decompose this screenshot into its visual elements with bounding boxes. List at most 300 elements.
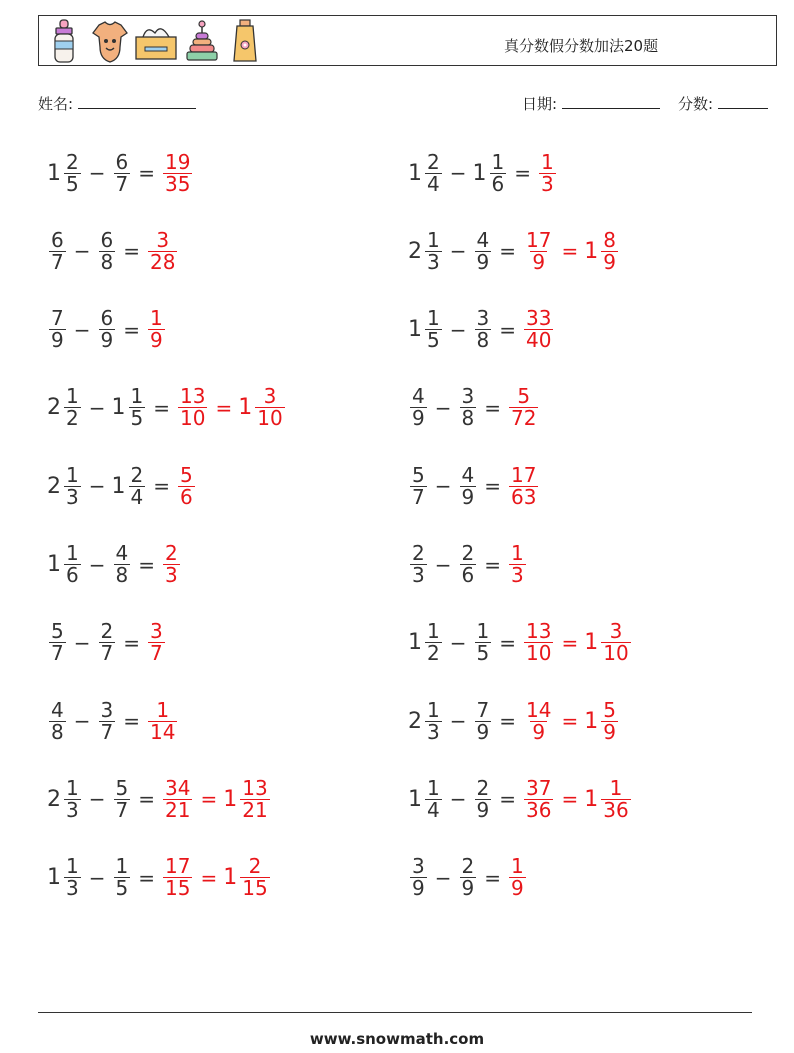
operand-a-fraction bbox=[49, 308, 66, 351]
problem-item bbox=[47, 143, 194, 203]
equals-sign: = bbox=[499, 630, 516, 655]
answer-fraction-denominator: 9 bbox=[532, 249, 546, 274]
answer-mixed-fraction bbox=[601, 697, 618, 744]
answer bbox=[522, 227, 620, 274]
answer bbox=[146, 227, 179, 274]
operand-b-fraction-denominator: 9 bbox=[100, 328, 114, 353]
answer-fraction bbox=[163, 856, 192, 899]
operand-b-fraction-numerator: 1 bbox=[130, 384, 144, 409]
answer-fraction bbox=[509, 856, 526, 899]
answer-fraction bbox=[509, 462, 538, 509]
answer-fraction-numerator: 1 bbox=[511, 541, 524, 565]
answer-fraction bbox=[524, 308, 553, 351]
equals-sign: = bbox=[138, 161, 155, 185]
answer bbox=[176, 386, 287, 429]
operand-a-fraction-denominator: 3 bbox=[427, 719, 440, 744]
operand-a-fraction-numerator: 1 bbox=[66, 462, 79, 487]
operand-b-fraction bbox=[475, 308, 492, 351]
operand-a-fraction-numerator: 1 bbox=[427, 619, 440, 644]
operand-a bbox=[408, 462, 429, 509]
answer-fraction-denominator: 9 bbox=[532, 719, 546, 744]
name-label: 姓名: bbox=[38, 95, 74, 113]
operand-b-fraction-denominator: 8 bbox=[115, 563, 129, 587]
operand-a-fraction-numerator: 1 bbox=[66, 541, 79, 565]
answer-mixed-whole: 1 bbox=[238, 395, 253, 421]
answer-fraction bbox=[524, 621, 553, 664]
operand-b bbox=[473, 621, 494, 664]
answer bbox=[507, 856, 528, 899]
operand-b-fraction bbox=[99, 621, 116, 664]
operand-a-fraction-denominator: 6 bbox=[66, 563, 79, 587]
answer bbox=[161, 775, 272, 822]
operand-b bbox=[97, 621, 118, 664]
answer bbox=[176, 462, 197, 509]
operand-b-fraction-numerator: 7 bbox=[476, 697, 490, 722]
operand-b-whole: 1 bbox=[111, 395, 126, 421]
equals-sign: = bbox=[484, 474, 501, 499]
problem-item bbox=[408, 300, 555, 360]
operand-b-fraction-denominator: 7 bbox=[115, 797, 129, 822]
equals-sign: = bbox=[138, 552, 155, 577]
operand-b-fraction-denominator: 8 bbox=[100, 249, 114, 274]
answer-mixed bbox=[238, 386, 286, 429]
operand-b-fraction bbox=[475, 697, 492, 744]
answer-mixed-fraction-numerator: 8 bbox=[603, 227, 616, 252]
operand-a-fraction-denominator: 3 bbox=[66, 876, 79, 901]
operand-a-whole: 1 bbox=[47, 160, 61, 186]
answer-mixed-fraction-numerator: 2 bbox=[248, 854, 262, 879]
answer-fraction-numerator: 5 bbox=[180, 462, 193, 487]
operand-b-fraction-denominator: 6 bbox=[491, 171, 505, 196]
operand-a-fraction bbox=[425, 775, 442, 822]
answer-fraction-numerator: 17 bbox=[511, 462, 537, 487]
operand-a-fraction bbox=[425, 308, 442, 351]
operand-a-fraction-numerator: 2 bbox=[66, 149, 79, 174]
operand-b-fraction-denominator: 9 bbox=[461, 876, 475, 901]
answer-mixed-fraction bbox=[601, 621, 630, 664]
problem-item bbox=[47, 769, 272, 829]
operand-b-fraction bbox=[460, 856, 477, 899]
answer-fraction-numerator: 17 bbox=[165, 854, 191, 879]
worksheet-header bbox=[38, 15, 777, 66]
operand-b-fraction-numerator: 3 bbox=[461, 384, 475, 409]
operand-a-fraction-numerator: 2 bbox=[412, 541, 425, 565]
operand-b-fraction-denominator: 7 bbox=[100, 641, 114, 666]
operand-b bbox=[97, 697, 118, 744]
operand-b-fraction-denominator: 8 bbox=[476, 328, 490, 353]
operand-a bbox=[47, 308, 68, 351]
operand-b-fraction-numerator: 6 bbox=[115, 149, 129, 174]
equals-sign: = bbox=[514, 161, 531, 185]
answer-fraction bbox=[148, 227, 177, 274]
answer-fraction-numerator: 37 bbox=[526, 775, 552, 800]
answer-mixed bbox=[584, 227, 620, 274]
problem-item bbox=[47, 300, 167, 360]
operand-a-fraction-numerator: 5 bbox=[412, 462, 425, 487]
operand-a-fraction bbox=[49, 697, 66, 744]
operand-b bbox=[112, 149, 133, 196]
answer-fraction-denominator: 40 bbox=[526, 328, 552, 353]
minus-sign: − bbox=[88, 474, 106, 499]
answer-fraction-denominator: 10 bbox=[526, 641, 552, 666]
answer-fraction-denominator: 72 bbox=[511, 406, 537, 431]
problem-item bbox=[408, 613, 633, 673]
problem-item bbox=[47, 848, 272, 908]
answer-mixed-whole: 1 bbox=[584, 630, 599, 656]
minus-sign: − bbox=[73, 317, 91, 342]
equals-sign: = bbox=[499, 317, 516, 342]
answer-mixed bbox=[584, 621, 632, 664]
equals-sign: = bbox=[123, 630, 140, 655]
answer bbox=[507, 386, 540, 429]
minus-sign: − bbox=[434, 552, 452, 577]
minus-sign: − bbox=[449, 630, 467, 655]
operand-a bbox=[47, 856, 83, 899]
operand-b bbox=[112, 856, 133, 899]
operand-b-fraction-denominator: 9 bbox=[476, 797, 490, 822]
answer-equals-sign: = bbox=[215, 395, 233, 420]
date-field bbox=[522, 93, 660, 114]
operand-a-fraction-numerator: 4 bbox=[412, 384, 425, 409]
operand-a-fraction bbox=[64, 856, 81, 899]
equals-sign: = bbox=[153, 395, 170, 420]
operand-a-fraction-denominator: 5 bbox=[66, 171, 79, 196]
answer-mixed-fraction-denominator: 10 bbox=[257, 406, 283, 431]
answer bbox=[507, 462, 540, 509]
operand-b bbox=[112, 775, 133, 822]
operand-a-fraction-numerator: 1 bbox=[66, 854, 79, 879]
operand-a-fraction-denominator: 9 bbox=[412, 876, 425, 901]
operand-b-fraction bbox=[99, 227, 116, 274]
answer bbox=[161, 149, 194, 196]
answer bbox=[507, 543, 528, 586]
answer-fraction bbox=[524, 775, 553, 822]
operand-b-fraction-numerator: 3 bbox=[100, 697, 114, 722]
operand-b-fraction bbox=[475, 227, 492, 274]
operand-b-fraction-denominator: 7 bbox=[115, 171, 129, 196]
operand-b bbox=[97, 227, 118, 274]
footer-divider bbox=[38, 1012, 752, 1013]
operand-a-whole: 2 bbox=[408, 238, 422, 264]
operand-a bbox=[47, 227, 68, 274]
operand-b bbox=[112, 543, 133, 586]
operand-b-fraction-denominator: 9 bbox=[476, 719, 490, 744]
operand-a-fraction bbox=[425, 621, 442, 664]
operand-a-fraction-denominator: 2 bbox=[427, 641, 440, 666]
answer-fraction-numerator: 2 bbox=[165, 541, 178, 565]
operand-a-fraction-numerator: 1 bbox=[427, 306, 440, 331]
answer-fraction-numerator: 1 bbox=[156, 697, 170, 722]
problem-item bbox=[408, 456, 540, 516]
operand-a-whole: 1 bbox=[47, 552, 61, 577]
answer bbox=[146, 308, 167, 351]
operand-a-fraction bbox=[49, 227, 66, 274]
answer-mixed-whole: 1 bbox=[584, 238, 599, 264]
answer-mixed-fraction bbox=[255, 386, 284, 429]
answer-fraction bbox=[148, 621, 165, 664]
answer-mixed-fraction-numerator: 5 bbox=[603, 697, 616, 722]
answer-mixed-whole: 1 bbox=[584, 708, 599, 734]
equals-sign: = bbox=[484, 395, 501, 420]
problem-item bbox=[408, 769, 633, 829]
problem-item bbox=[408, 143, 558, 203]
operand-a-whole: 2 bbox=[408, 708, 422, 734]
answer-equals-sign: = bbox=[561, 239, 579, 264]
answer-mixed-whole: 1 bbox=[223, 786, 238, 812]
operand-a bbox=[408, 856, 429, 899]
answer-fraction-numerator: 34 bbox=[165, 775, 191, 800]
answer bbox=[537, 149, 558, 196]
answer-mixed-fraction-denominator: 9 bbox=[603, 249, 616, 274]
answer bbox=[522, 621, 633, 664]
minus-sign: − bbox=[73, 709, 91, 734]
operand-a-fraction-numerator: 1 bbox=[66, 384, 79, 409]
operand-a-fraction bbox=[425, 227, 442, 274]
operand-b-fraction-numerator: 2 bbox=[100, 619, 114, 644]
equals-sign: = bbox=[123, 709, 140, 734]
equals-sign: = bbox=[499, 787, 516, 812]
problem-item bbox=[47, 378, 287, 438]
date-label: 日期: bbox=[522, 95, 558, 113]
operand-b-fraction-numerator: 6 bbox=[100, 227, 114, 252]
equals-sign: = bbox=[123, 239, 140, 264]
answer-fraction bbox=[509, 543, 526, 586]
operand-a-fraction-numerator: 5 bbox=[51, 619, 64, 644]
minus-sign: − bbox=[73, 239, 91, 264]
operand-a-whole: 2 bbox=[47, 395, 61, 421]
equals-sign: = bbox=[499, 709, 516, 734]
operand-b bbox=[111, 462, 148, 509]
answer-fraction bbox=[163, 149, 192, 196]
name-line[interactable] bbox=[78, 94, 196, 109]
answer-mixed-fraction bbox=[601, 227, 618, 274]
answer-fraction bbox=[524, 227, 553, 274]
lotion-tube-icon bbox=[231, 19, 259, 69]
operand-a-fraction bbox=[64, 543, 81, 586]
problem-item bbox=[408, 221, 620, 281]
operand-a-fraction bbox=[64, 462, 81, 509]
operand-a bbox=[408, 386, 429, 429]
operand-a-fraction-denominator: 7 bbox=[412, 484, 425, 509]
operand-a-fraction-numerator: 1 bbox=[427, 227, 440, 252]
operand-a-fraction-denominator: 7 bbox=[51, 641, 64, 666]
answer-fraction-numerator: 1 bbox=[150, 306, 163, 331]
baby-bottle-icon bbox=[51, 19, 77, 69]
equals-sign: = bbox=[138, 787, 155, 812]
operand-b-fraction-numerator: 3 bbox=[476, 306, 490, 331]
answer-fraction bbox=[509, 386, 538, 429]
answer bbox=[522, 308, 555, 351]
problem-item bbox=[47, 221, 179, 281]
score-line[interactable] bbox=[718, 94, 768, 109]
operand-b-fraction-numerator: 2 bbox=[461, 541, 475, 565]
operand-a bbox=[47, 149, 83, 196]
operand-a-whole: 1 bbox=[408, 160, 422, 186]
answer-fraction-denominator: 15 bbox=[165, 876, 191, 901]
operand-a bbox=[408, 621, 444, 664]
answer-mixed-whole: 1 bbox=[223, 865, 238, 891]
problem-item bbox=[47, 613, 167, 673]
answer bbox=[146, 621, 167, 664]
operand-b bbox=[458, 543, 479, 586]
operand-b-fraction bbox=[114, 856, 131, 899]
operand-a bbox=[408, 149, 444, 196]
answer bbox=[522, 775, 633, 822]
answer-fraction-numerator: 33 bbox=[526, 306, 552, 331]
operand-a-fraction-numerator: 1 bbox=[66, 775, 79, 800]
operand-b-fraction-denominator: 5 bbox=[476, 641, 490, 666]
operand-b-fraction bbox=[460, 462, 477, 509]
answer-mixed-fraction-numerator: 3 bbox=[263, 384, 277, 409]
answer-mixed-fraction-denominator: 10 bbox=[603, 641, 629, 666]
answer-fraction bbox=[148, 308, 165, 351]
answer-mixed-fraction bbox=[240, 775, 269, 822]
operand-a bbox=[47, 462, 83, 509]
worksheet-title: 真分数假分数加法20题 bbox=[504, 37, 659, 55]
answer-fraction-denominator: 63 bbox=[511, 484, 537, 509]
operand-b-fraction-numerator: 2 bbox=[130, 462, 144, 487]
operand-a-fraction-denominator: 9 bbox=[412, 406, 425, 431]
stacking-rings-icon bbox=[185, 19, 219, 69]
answer-fraction-denominator: 3 bbox=[165, 563, 178, 587]
operand-a-fraction-numerator: 2 bbox=[427, 149, 440, 174]
operand-b-fraction bbox=[114, 149, 131, 196]
problem-item bbox=[47, 456, 197, 516]
answer-fraction-denominator: 10 bbox=[180, 406, 206, 431]
equals-sign: = bbox=[138, 865, 155, 890]
answer-fraction-numerator: 1 bbox=[541, 149, 554, 174]
operand-b-fraction bbox=[475, 621, 492, 664]
operand-a-fraction-numerator: 4 bbox=[51, 697, 64, 722]
minus-sign: − bbox=[434, 865, 452, 890]
baby-onesie-icon bbox=[91, 19, 129, 69]
operand-b-fraction-numerator: 4 bbox=[476, 227, 490, 252]
problem-item bbox=[408, 848, 528, 908]
answer-fraction-denominator: 14 bbox=[150, 719, 176, 744]
operand-a-fraction bbox=[410, 386, 427, 429]
operand-b bbox=[473, 227, 494, 274]
operand-a-fraction-denominator: 8 bbox=[51, 719, 64, 744]
problem-item bbox=[47, 691, 179, 751]
score-label: 分数: bbox=[678, 95, 714, 113]
minus-sign: − bbox=[434, 474, 452, 499]
answer-mixed bbox=[584, 775, 632, 822]
operand-a-fraction-numerator: 6 bbox=[51, 227, 64, 252]
operand-b bbox=[473, 775, 494, 822]
answer-fraction-numerator: 19 bbox=[165, 149, 191, 174]
answer-fraction bbox=[539, 149, 556, 196]
operand-b-fraction-numerator: 1 bbox=[491, 149, 505, 174]
operand-a-whole: 2 bbox=[47, 786, 61, 812]
answer-fraction bbox=[163, 543, 180, 586]
answer-fraction-numerator: 3 bbox=[156, 227, 170, 252]
operand-b-fraction-denominator: 5 bbox=[130, 406, 144, 431]
operand-b-fraction-numerator: 2 bbox=[476, 775, 490, 800]
operand-a-fraction-denominator: 2 bbox=[66, 406, 79, 431]
answer-fraction-numerator: 13 bbox=[180, 384, 206, 409]
answer-fraction-numerator: 1 bbox=[511, 854, 524, 879]
operand-a-fraction-denominator: 3 bbox=[66, 797, 79, 822]
operand-a bbox=[47, 621, 68, 664]
operand-b bbox=[473, 697, 494, 744]
operand-b-fraction bbox=[460, 386, 477, 429]
operand-b-fraction-denominator: 7 bbox=[100, 719, 114, 744]
operand-b-fraction bbox=[114, 775, 131, 822]
operand-b bbox=[472, 149, 509, 196]
answer-mixed bbox=[584, 697, 620, 744]
answer bbox=[161, 856, 272, 899]
answer-fraction-denominator: 9 bbox=[511, 876, 524, 901]
operand-b-fraction bbox=[99, 697, 116, 744]
answer-fraction bbox=[178, 386, 207, 429]
operand-b-fraction bbox=[129, 386, 146, 429]
operand-a-fraction-denominator: 3 bbox=[66, 484, 79, 509]
operand-b-fraction-denominator: 9 bbox=[476, 249, 490, 274]
operand-b-fraction-numerator: 1 bbox=[476, 619, 490, 644]
operand-b bbox=[458, 386, 479, 429]
answer-mixed-fraction bbox=[240, 856, 269, 899]
problem-item bbox=[408, 535, 528, 595]
operand-a-fraction-numerator: 7 bbox=[51, 306, 64, 331]
answer-fraction-numerator: 14 bbox=[526, 697, 552, 722]
answer-fraction-numerator: 3 bbox=[150, 619, 163, 644]
answer-equals-sign: = bbox=[561, 709, 579, 734]
answer-fraction-denominator: 3 bbox=[541, 171, 554, 196]
operand-b-fraction-denominator: 5 bbox=[115, 876, 129, 901]
operand-b bbox=[97, 308, 118, 351]
operand-a-fraction-denominator: 3 bbox=[427, 249, 440, 274]
operand-b-fraction-numerator: 5 bbox=[115, 775, 129, 800]
operand-a-fraction bbox=[410, 543, 427, 586]
equals-sign: = bbox=[153, 474, 170, 499]
equals-sign: = bbox=[484, 552, 501, 577]
operand-a bbox=[408, 697, 444, 744]
minus-sign: − bbox=[88, 865, 106, 890]
date-line[interactable] bbox=[562, 94, 660, 109]
operand-b-fraction-denominator: 6 bbox=[461, 563, 475, 587]
operand-a bbox=[47, 543, 83, 586]
operand-a-fraction-denominator: 5 bbox=[427, 328, 440, 353]
operand-b-whole: 1 bbox=[472, 160, 487, 186]
operand-a bbox=[408, 543, 429, 586]
operand-a-fraction bbox=[410, 856, 427, 899]
answer-fraction-denominator: 6 bbox=[180, 484, 193, 509]
answer-mixed-fraction-numerator: 13 bbox=[242, 775, 268, 800]
answer-mixed-fraction-denominator: 9 bbox=[603, 719, 616, 744]
operand-b-whole: 1 bbox=[111, 473, 126, 499]
minus-sign: − bbox=[449, 239, 467, 264]
answer bbox=[146, 697, 179, 744]
operand-b bbox=[473, 308, 494, 351]
answer-mixed bbox=[223, 775, 271, 822]
answer-fraction-denominator: 9 bbox=[150, 328, 163, 353]
answer-fraction bbox=[524, 697, 553, 744]
operand-b bbox=[458, 462, 479, 509]
problem-item bbox=[47, 535, 182, 595]
operand-a bbox=[47, 386, 83, 429]
answer-mixed-fraction-numerator: 3 bbox=[609, 619, 623, 644]
name-field bbox=[38, 93, 196, 114]
operand-b-fraction-numerator: 6 bbox=[100, 306, 114, 331]
operand-b-fraction-denominator: 8 bbox=[461, 406, 475, 431]
answer-fraction-denominator: 28 bbox=[150, 249, 176, 274]
operand-a-fraction bbox=[49, 621, 66, 664]
minus-sign: − bbox=[88, 161, 106, 185]
answer-fraction-numerator: 17 bbox=[526, 227, 552, 252]
equals-sign: = bbox=[499, 239, 516, 264]
answer-fraction-denominator: 3 bbox=[511, 563, 524, 587]
operand-a-fraction bbox=[64, 386, 81, 429]
